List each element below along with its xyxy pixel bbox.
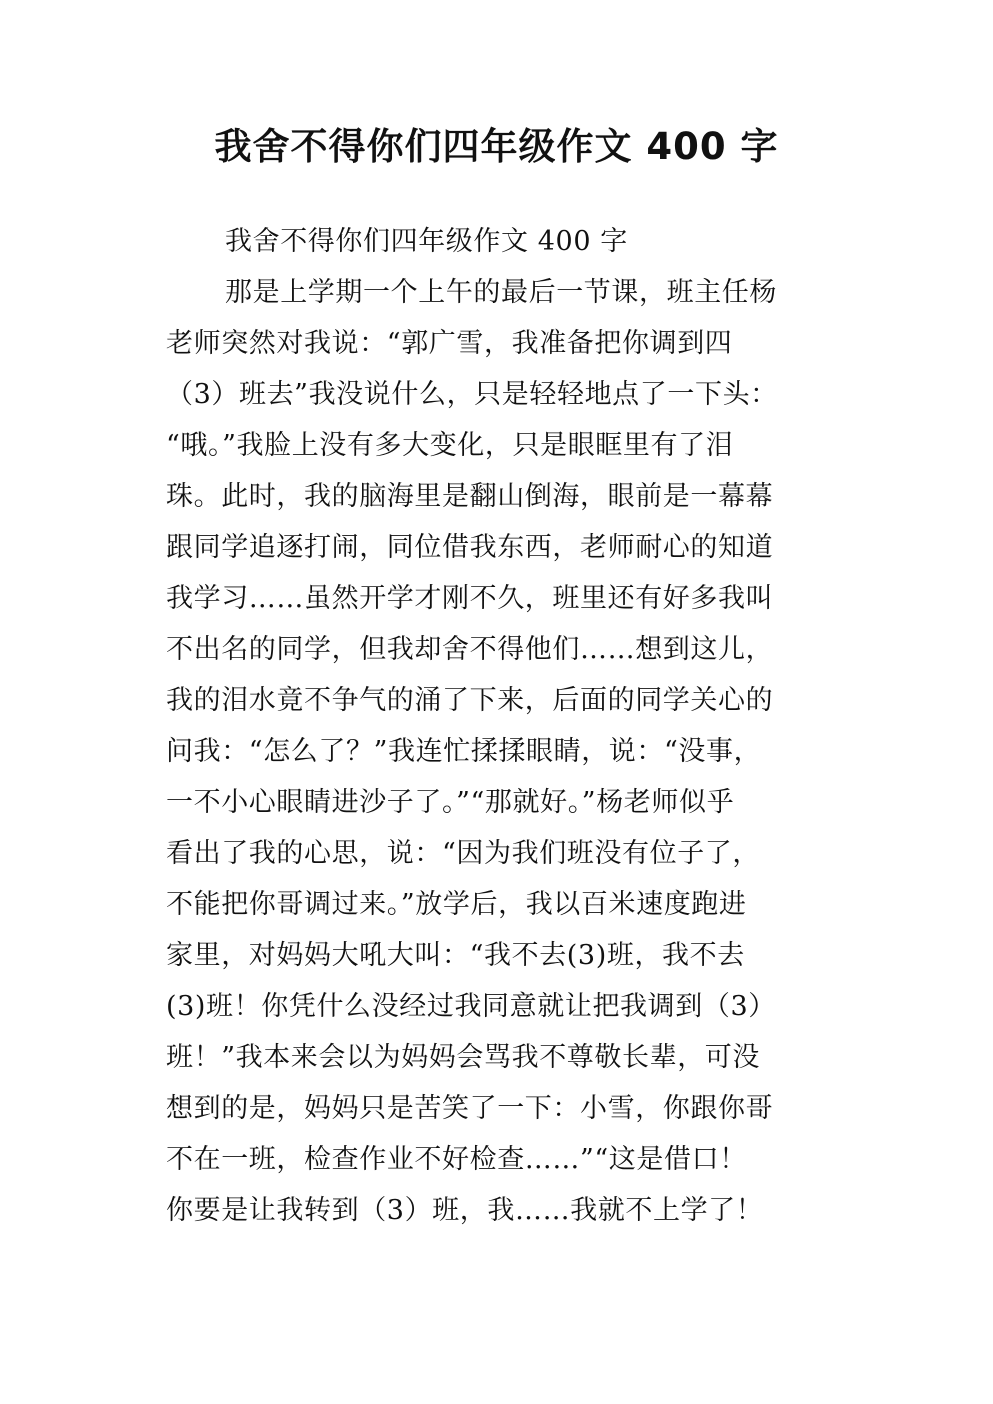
text-line: 问我：“怎么了？”我连忙揉揉眼睛，说：“没事， <box>166 736 762 767</box>
paragraph-first-line: 那是上学期一个上午的最后一节课，班主任杨 <box>225 277 777 308</box>
document-title: 我舍不得你们四年级作文 400 字 <box>214 125 779 168</box>
text-line: 看出了我的心思，说：“因为我们班没有位子了， <box>166 838 761 869</box>
text-line: 家里，对妈妈大吼大叫：“我不去(3)班，我不去 <box>166 940 745 971</box>
text-line: 我的泪水竟不争气的涌了下来，后面的同学关心的 <box>166 685 774 716</box>
text-line: 老师突然对我说：“郭广雪，我准备把你调到四 <box>166 328 733 359</box>
text-line: 你要是让我转到（3）班，我……我就不上学了！ <box>166 1195 764 1226</box>
text-line: （3）班去”我没说什么，只是轻轻地点了一下头： <box>166 379 778 410</box>
text-line: 一不小心眼睛进沙子了。”“那就好。”杨老师似乎 <box>166 787 735 818</box>
text-line: 跟同学追逐打闹，同位借我东西，老师耐心的知道 <box>166 532 774 563</box>
text-line: 想到的是，妈妈只是苦笑了一下：小雪，你跟你哥 <box>166 1093 774 1124</box>
text-line: 珠。此时，我的脑海里是翻山倒海，眼前是一幕幕 <box>166 481 774 512</box>
text-line: 班！”我本来会以为妈妈会骂我不尊敬长辈，可没 <box>166 1042 761 1073</box>
text-line: 不能把你哥调过来。”放学后，我以百米速度跑进 <box>166 889 747 920</box>
text-line: (3)班！你凭什么没经过我同意就让把我调到（3） <box>166 991 776 1022</box>
text-line: 不出名的同学，但我却舍不得他们……想到这儿， <box>166 634 774 665</box>
essay-heading-line: 我舍不得你们四年级作文 400 字 <box>225 226 628 257</box>
text-line: 我学习……虽然开学才刚不久，班里还有好多我叫 <box>166 583 774 614</box>
text-line: “哦。”我脸上没有多大变化，只是眼眶里有了泪 <box>166 430 734 461</box>
text-line: 不在一班，检查作业不好检查……”“这是借口！ <box>166 1144 747 1175</box>
essay-body <box>166 216 846 1236</box>
